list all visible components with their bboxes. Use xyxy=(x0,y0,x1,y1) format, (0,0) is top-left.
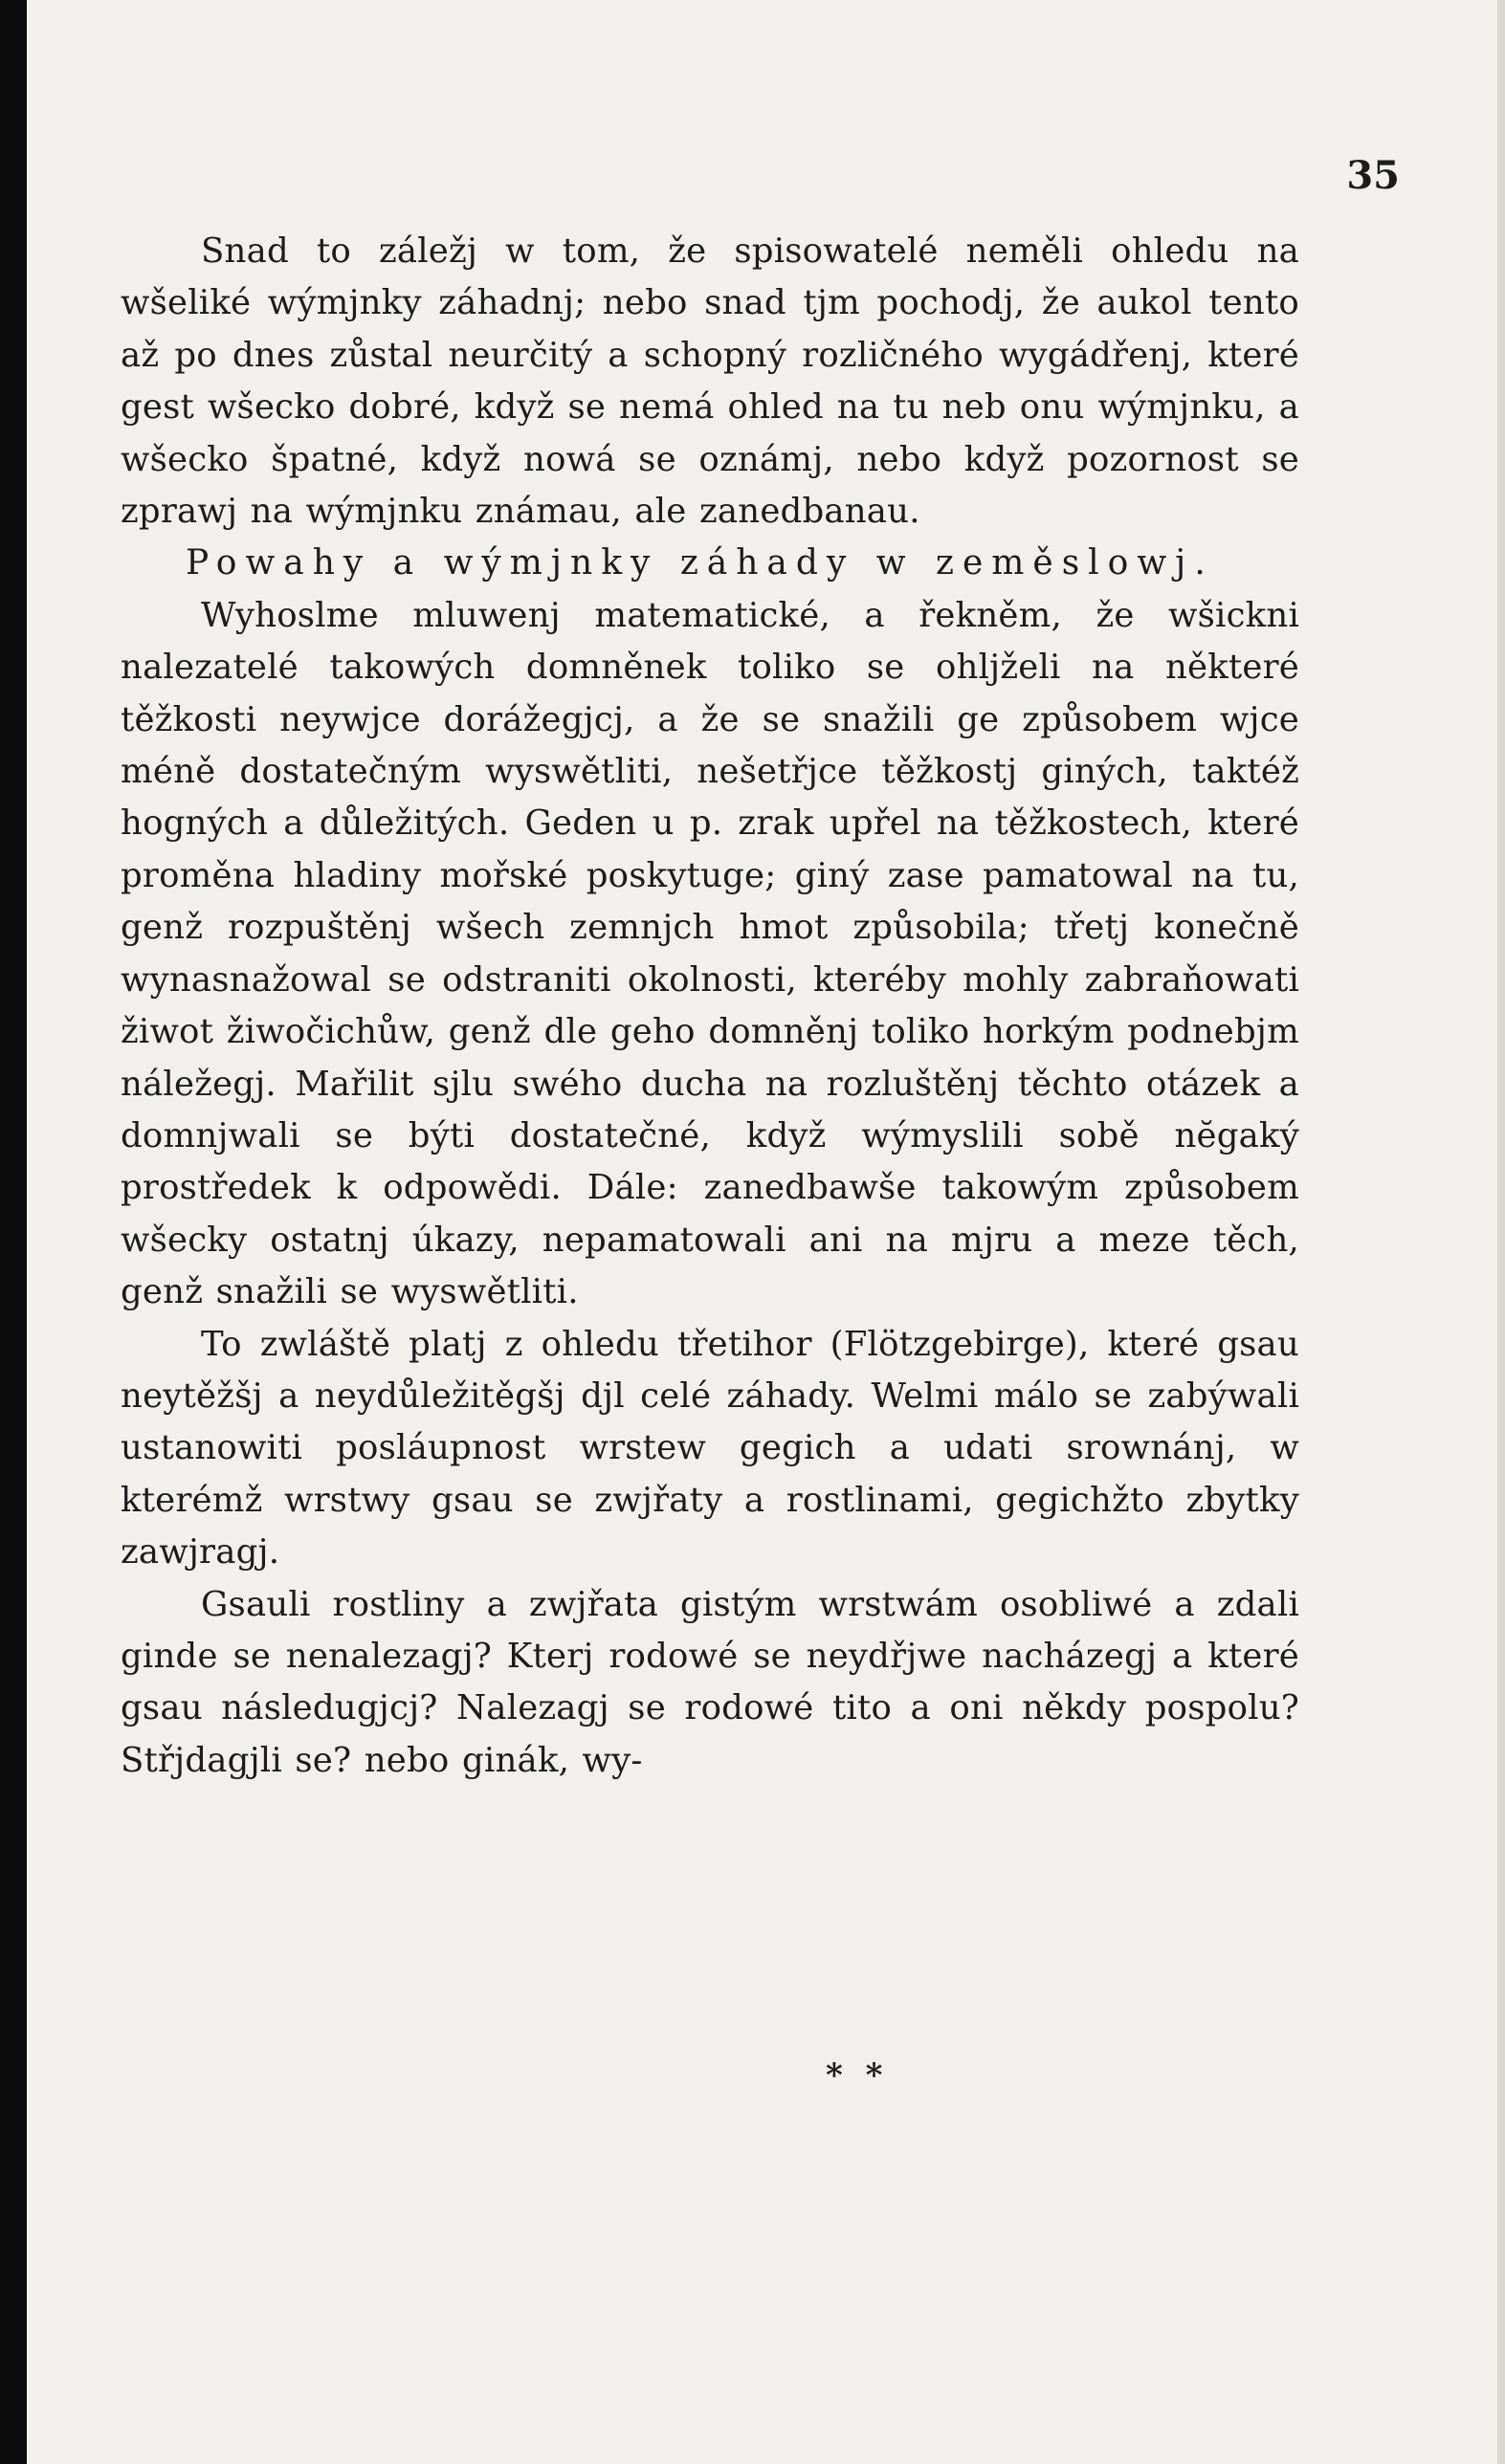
body-text xyxy=(121,226,1299,1787)
page-edge xyxy=(1497,0,1505,2464)
paragraph-2: Wyhoslme mluwenj matematické, a řekněm, že wšickni nalezatelé takowých domněnek toliko se ohljželi na některé těžkosti neywjce dorážegjcj, a že se snažili ge způsobem wjce méně dostatečným wyswětliti, nešetřjce těžkostj giných, taktéž hogných a důležitých. Geden u p. zrak upřel na těžkostech, které proměna hladiny mořské poskytuge; giný zase pamatowal na tu, genž rozpuštěnj wšech zemnjch hmot způsobila; třetj konečně wynasnažowal se odstraniti okolnosti, kteréby mohly zabraňowati žiwot žiwočichůw, genž dle geho domněnj toliko horkým podnebjm náležegj. Mařilit sjlu swého ducha na rozluštěnj těchto otázek a domnjwali se býti dostatečné, když wýmyslili sobě nĕgaký prostředek k odpowědi. Dále: zanedbawše takowým způsobem wšecky ostatnj úkazy, nepamatowali ani na mjru a meze těch, genž snažili se wyswětliti. xyxy=(121,595,1299,1312)
section-heading: Powahy a wýmjnky záhady w zeměslowj. xyxy=(186,543,1214,583)
scan-left-margin xyxy=(0,0,27,2464)
paragraph-3: To zwláště platj z ohledu třetihor (Flötzgebirge), které gsau neytěžšj a neydůležitěgšj djl celé záhady. Welmi málo se zabýwali ustanowiti posláupnost wrstew gegich a udati srownánj, w kterémž wrstwy gsau se zwjřaty a rostlinami, gegichžto zbytky zawjragj. xyxy=(121,1324,1299,1573)
paragraph-1: Snad to záležj w tom, že spisowatelé neměli ohledu na wšeliké wýmjnky záhadnj; nebo snad tjm pochodj, že aukol tento až po dnes zůstal neurčitý a schopný rozličného wygádřenj, které gest wšecko dobré, když se nemá ohled na tu neb onu wýmjnku, a wšecko špatné, když nowá se oznámj, nebo když pozornost se zprawj na wýmjnku známau, ale zanedbanau. xyxy=(121,231,1299,532)
page-number: 35 xyxy=(1346,153,1400,198)
book-page xyxy=(27,0,1505,2464)
signature-mark: * * xyxy=(826,2057,889,2095)
paragraph-4: Gsauli rostliny a zwjřata gistým wrstwám osobliwé a zdali ginde se nenalezagj? Kterj rodowé se neydřjwe nacházegj a které gsau následugjcj? Nalezagj se rodowé tito a oni někdy pospolu? Střjdagjli se? nebo ginák, wy- xyxy=(121,1584,1299,1780)
